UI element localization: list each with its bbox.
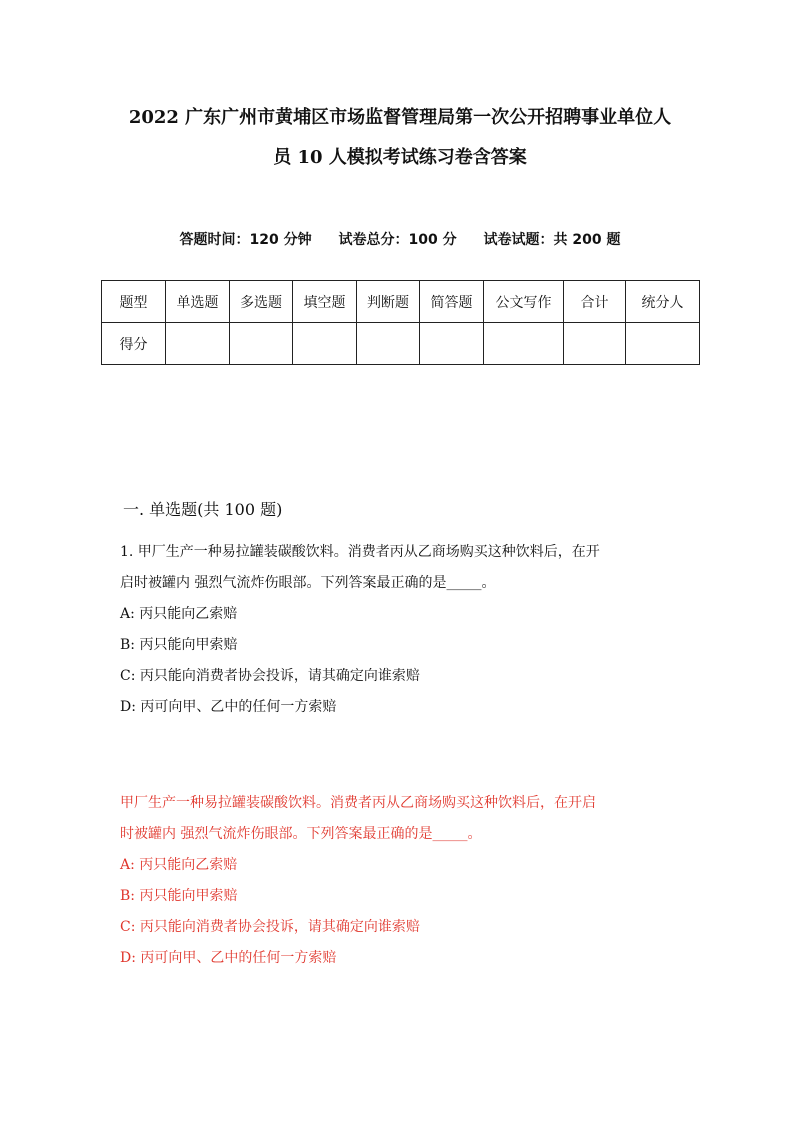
- score-cell: [420, 323, 484, 365]
- header-cell: 多选题: [230, 281, 293, 323]
- answer-option-b: B: 丙只能向甲索赔: [120, 888, 238, 904]
- exam-question-count: 试卷试题：共 200 题: [483, 232, 621, 248]
- question-option-a: A: 丙只能向乙索赔: [120, 606, 238, 622]
- section-heading: 一. 单选题(共 100 题): [123, 500, 283, 519]
- answer-option-d: D: 丙可向甲、乙中的任何一方索赔: [120, 950, 337, 966]
- score-cell: [230, 323, 293, 365]
- answer-option-a: A: 丙只能向乙索赔: [120, 857, 238, 873]
- header-cell: 判断题: [357, 281, 420, 323]
- score-cell: [564, 323, 626, 365]
- answer-text-line-1: 甲厂生产一种易拉罐装碳酸饮料。消费者丙从乙商场购买这种饮料后，在开启: [120, 795, 596, 811]
- score-cell: [357, 323, 420, 365]
- score-table: [101, 280, 700, 365]
- exam-time: 答题时间：120 分钟: [179, 232, 312, 248]
- answer-text-line-2: 时被罐内 强烈气流炸伤眼部。下列答案最正确的是_____。: [120, 826, 482, 842]
- question-text-line-2: 启时被罐内 强烈气流炸伤眼部。下列答案最正确的是_____。: [120, 575, 496, 591]
- document-title-line-1: 2022 广东广州市黄埔区市场监督管理局第一次公开招聘事业单位人: [128, 107, 672, 128]
- header-cell: 题型: [102, 281, 166, 323]
- header-cell: 填空题: [293, 281, 357, 323]
- question-option-d: D: 丙可向甲、乙中的任何一方索赔: [120, 699, 337, 715]
- header-cell: 统分人: [626, 281, 700, 323]
- exam-meta: [100, 230, 700, 250]
- question-option-c: C: 丙只能向消费者协会投诉，请其确定向谁索赔: [120, 668, 420, 684]
- question-block: [120, 537, 700, 723]
- score-cell: [166, 323, 230, 365]
- score-table-score-row: [102, 323, 700, 365]
- question-option-b: B: 丙只能向甲索赔: [120, 637, 238, 653]
- header-cell: 单选题: [166, 281, 230, 323]
- answer-option-c: C: 丙只能向消费者协会投诉，请其确定向谁索赔: [120, 919, 420, 935]
- document-title-line-2: 员 10 人模拟考试练习卷含答案: [273, 147, 527, 168]
- score-row-label: 得分: [102, 323, 166, 365]
- exam-total-score: 试卷总分：100 分: [338, 232, 457, 248]
- header-cell: 合计: [564, 281, 626, 323]
- score-cell: [293, 323, 357, 365]
- header-cell: 公文写作: [484, 281, 564, 323]
- score-table-header-row: [102, 281, 700, 323]
- answer-block: [120, 788, 700, 974]
- header-cell: 简答题: [420, 281, 484, 323]
- question-text-line-1: 1. 甲厂生产一种易拉罐装碳酸饮料。消费者丙从乙商场购买这种饮料后，在开: [120, 544, 600, 560]
- score-cell: [484, 323, 564, 365]
- score-cell: [626, 323, 700, 365]
